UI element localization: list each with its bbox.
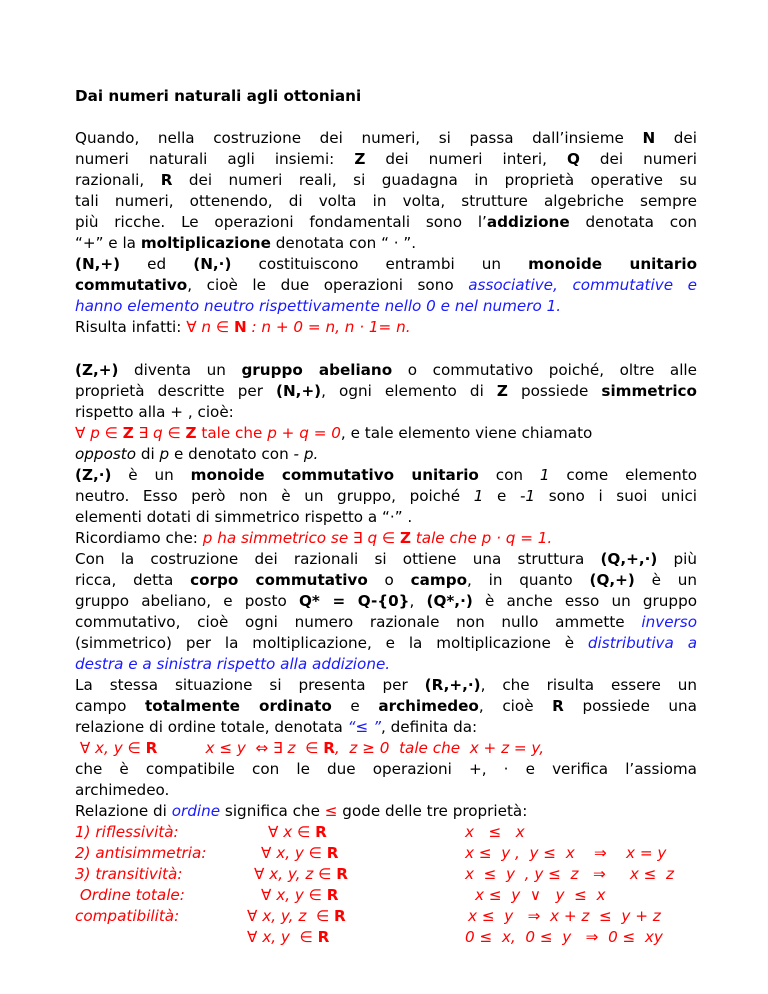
- paragraph-1-line-7: [75, 254, 697, 275]
- text: , in quanto: [467, 571, 590, 589]
- text: possiede una: [563, 697, 697, 715]
- paragraph-2-line-13: [75, 612, 697, 633]
- text: è un: [111, 466, 191, 484]
- term-monoide-unitario: monoide unitario: [528, 255, 698, 273]
- text: Relazione di: [75, 802, 172, 820]
- text: dei numeri reali, si guadagna in proprietà operative su: [172, 171, 697, 189]
- text: Quando, nella costruzione dei numeri, si passa dall’insieme: [75, 129, 643, 147]
- set-r: R: [145, 739, 158, 757]
- formula: ∀ n ∈: [186, 318, 234, 336]
- paragraph-2-line-7: [75, 486, 697, 507]
- structure-n-plus: (N,+): [75, 255, 121, 273]
- quantifier: ∀ x, y, z ∈: [254, 865, 337, 883]
- property-name: compatibilità:: [75, 907, 180, 925]
- text: e: [483, 487, 520, 505]
- formula: tale che p · q = 1.: [410, 529, 553, 547]
- structure-z-plus: (Z,+): [75, 361, 119, 379]
- set-r: R: [334, 907, 346, 925]
- text: possiede: [507, 382, 602, 400]
- paragraph-2-line-19: [75, 738, 697, 759]
- text: costituiscono entrambi un: [231, 255, 529, 273]
- paragraph-2-line-10: [75, 549, 697, 570]
- set-r: R: [326, 886, 339, 904]
- paragraph-1-line-3: [75, 170, 697, 191]
- set-z: Z: [496, 382, 508, 400]
- property-relation: 0 ≤ x, 0 ≤ y ⇒ 0 ≤ xy: [465, 928, 663, 946]
- set-r: R: [160, 171, 173, 189]
- text: , ogni elemento di: [321, 382, 497, 400]
- paragraph-2-line-9: [75, 528, 697, 549]
- text: relazione di ordine totale, denotata: [75, 718, 348, 736]
- highlight-text: “≤ ”: [347, 718, 381, 736]
- paragraph-2-line-2: [75, 381, 697, 402]
- set-z: Z: [399, 529, 411, 547]
- text: commutativo, cioè ogni numero razionale non nullo ammette: [75, 613, 642, 631]
- paragraph-2-line-12: [75, 591, 697, 612]
- property-name: Ordine totale:: [75, 886, 185, 904]
- text: , cioè: [478, 697, 553, 715]
- text: dei numeri interi,: [365, 150, 567, 168]
- property-name: 3) transitività:: [75, 865, 183, 883]
- term-corpo-commutativo: corpo commutativo: [190, 571, 368, 589]
- property-name: 1) riflessività:: [75, 823, 179, 841]
- text: numeri naturali agli insiemi:: [75, 150, 355, 168]
- paragraph-2-line-18: [75, 717, 697, 738]
- formula: ∃ q ∈: [133, 424, 186, 442]
- property-relation: x ≤ x: [465, 823, 525, 841]
- term-archimedeo: archimedeo: [378, 697, 479, 715]
- set-r: R: [323, 739, 335, 757]
- text: gode delle tre proprietà:: [337, 802, 528, 820]
- property-quantifier: [268, 822, 327, 843]
- paragraph-2-line-6: [75, 465, 697, 486]
- term-monoide-commutativo-unitario: monoide commutativo unitario: [190, 466, 479, 484]
- property-quantifier: [254, 864, 348, 885]
- text: (simmetrico) per la moltiplicazione, e la moltiplicazione è: [75, 634, 588, 652]
- text: significa che: [220, 802, 325, 820]
- property-quantifier: [247, 906, 346, 927]
- text: campo: [75, 697, 146, 715]
- text: ,: [409, 592, 427, 610]
- term-addizione: addizione: [486, 213, 570, 231]
- formula: , z ≥ 0 tale che x + z = y,: [334, 739, 545, 757]
- document-title: Dai numeri naturali agli ottoniani: [75, 87, 362, 105]
- text: con: [478, 466, 540, 484]
- text: , e tale elemento viene chiamato: [340, 424, 593, 442]
- set-n: N: [233, 318, 247, 336]
- text: più ricche. Le operazioni fondamentali sono l’: [75, 213, 487, 231]
- quantifier: ∀ x, y ∈: [261, 844, 327, 862]
- text: 1: [539, 466, 550, 484]
- property-quantifier: [247, 927, 329, 948]
- paragraph-1-line-2: [75, 149, 697, 170]
- highlight-text: inverso: [641, 613, 697, 631]
- paragraph-2-line-8: elementi dotati di simmetrico rispetto a “·” .: [75, 508, 413, 526]
- text: e: [331, 697, 379, 715]
- text: di: [136, 445, 160, 463]
- set-r: R: [326, 844, 339, 862]
- formula: p + q = 0: [267, 424, 341, 442]
- text: e denotato con: [169, 445, 294, 463]
- text: sono i suoi unici: [535, 487, 698, 505]
- property-relation: x ≤ y , y ≤ x ⇒ x = y: [465, 844, 667, 862]
- text: , cioè le due operazioni sono: [187, 276, 469, 294]
- set-z: Z: [185, 424, 197, 442]
- highlight-text: distributiva a: [587, 634, 698, 652]
- set-z: Z: [354, 150, 366, 168]
- formula: p ha simmetrico se ∃ q ∈: [202, 529, 400, 547]
- term-gruppo-abeliano: gruppo abeliano: [241, 361, 393, 379]
- formula: : n + 0 = n, n · 1= n.: [246, 318, 411, 336]
- paragraph-2-line-16: [75, 675, 697, 696]
- quantifier: ∀ x, y ∈: [247, 928, 318, 946]
- term-campo: campo: [410, 571, 468, 589]
- structure-z-times: (Z,·): [75, 466, 112, 484]
- property-relation: x ≤ y ⇒ x + z ≤ y + z: [468, 907, 661, 925]
- structure-q-star: (Q*,·): [426, 592, 473, 610]
- property-quantifier: [261, 885, 338, 906]
- term-commutativo: commutativo: [75, 276, 188, 294]
- quantifier: ∀ x, y, z ∈: [247, 907, 335, 925]
- text: Risulta infatti:: [75, 318, 187, 336]
- term-moltiplicazione: moltiplicazione: [140, 234, 271, 252]
- paragraph-2-line-11: [75, 570, 697, 591]
- term-simmetrico: simmetrico: [601, 382, 697, 400]
- formula: tale che: [196, 424, 268, 442]
- highlight-text: associative, commutative e: [468, 276, 697, 294]
- text: La stessa situazione si presenta per: [75, 676, 425, 694]
- paragraph-2-line-1: [75, 360, 697, 381]
- set-n: N: [642, 129, 656, 147]
- paragraph-2-line-20: che è compatibile con le due operazioni +, · e verifica l’assioma: [75, 760, 697, 778]
- text: gruppo abeliano, e posto: [75, 592, 299, 610]
- paragraph-2-line-15: destra e a sinistra rispetto alla addizione.: [75, 655, 391, 673]
- paragraph-2-line-5: [75, 444, 697, 465]
- structure-q-plus: (Q,+): [589, 571, 635, 589]
- text: razionali,: [75, 171, 161, 189]
- formula: ∀ p ∈: [75, 424, 123, 442]
- paragraph-1-line-5: [75, 212, 697, 233]
- paragraph-1-line-1: [75, 128, 697, 149]
- paragraph-1-line-9: hanno elemento neutro rispettivamente nello 0 e nel numero 1.: [75, 297, 562, 315]
- set-r: R: [317, 928, 330, 946]
- symbol: ≤: [324, 802, 338, 820]
- property-relation: x ≤ y ∨ y ≤ x: [475, 886, 606, 904]
- text: p: [159, 445, 170, 463]
- set-q: Q: [566, 150, 580, 168]
- structure-n-plus: (N,+): [276, 382, 322, 400]
- set-z: Z: [122, 424, 134, 442]
- formula: ∀ x, y ∈: [75, 739, 146, 757]
- paragraph-1-line-8: [75, 275, 697, 296]
- set-r: R: [336, 865, 348, 883]
- highlight-text: ordine: [171, 802, 221, 820]
- term-opposto: opposto: [75, 445, 137, 463]
- paragraph-2-line-14: [75, 633, 697, 654]
- text: Con la costruzione dei razionali si ottiene una struttura: [75, 550, 601, 568]
- text: denotata con “ · ”.: [270, 234, 417, 252]
- text: neutro. Esso però non è un gruppo, poiché: [75, 487, 474, 505]
- text: proprietà descritte per: [75, 382, 277, 400]
- set-r: R: [552, 697, 564, 715]
- text: più: [657, 550, 697, 568]
- text: diventa un: [118, 361, 242, 379]
- quantifier: ∀ x ∈: [268, 823, 316, 841]
- term-totalmente-ordinato: totalmente ordinato: [145, 697, 332, 715]
- formula: x ≤ y ⇔ ∃ z ∈: [157, 739, 324, 757]
- paragraph-2-line-3: rispetto alla + , cioè:: [75, 403, 234, 421]
- text: è un: [634, 571, 697, 589]
- text: -1: [519, 487, 536, 505]
- text: - p.: [293, 445, 319, 463]
- text: dei numeri: [579, 150, 697, 168]
- structure-r: (R,+,·): [424, 676, 481, 694]
- paragraph-1-line-4: tali numeri, ottenendo, di volta in volta, strutture algebriche sempre: [75, 192, 697, 210]
- text: o commutativo poiché, oltre alle: [392, 361, 697, 379]
- property-quantifier: [261, 843, 338, 864]
- text: dei: [655, 129, 697, 147]
- property-relation: x ≤ y , y ≤ z ⇒ x ≤ z: [465, 865, 675, 883]
- text: , che risulta essere un: [480, 676, 697, 694]
- paragraph-2-line-22: [75, 801, 697, 822]
- quantifier: ∀ x, y ∈: [261, 886, 327, 904]
- set-r: R: [315, 823, 327, 841]
- text: ed: [120, 255, 194, 273]
- text: denotata con: [569, 213, 697, 231]
- text: , definita da:: [380, 718, 478, 736]
- paragraph-2-line-4: [75, 423, 697, 444]
- text: come elemento: [549, 466, 697, 484]
- paragraph-2-line-21: archimedeo.: [75, 781, 170, 799]
- text: è anche esso un gruppo: [472, 592, 698, 610]
- structure-q: (Q,+,·): [600, 550, 658, 568]
- property-name: 2) antisimmetria:: [75, 844, 207, 862]
- text: “+” e la: [75, 234, 141, 252]
- text: Ricordiamo che:: [75, 529, 203, 547]
- set-q-star: Q* = Q-{0}: [298, 592, 410, 610]
- paragraph-1-line-10: [75, 317, 697, 338]
- paragraph-1-line-6: [75, 233, 697, 254]
- structure-n-times: (N,·): [193, 255, 232, 273]
- text: 1: [473, 487, 484, 505]
- text: ricca, detta: [75, 571, 191, 589]
- paragraph-2-line-17: [75, 696, 697, 717]
- text: o: [367, 571, 411, 589]
